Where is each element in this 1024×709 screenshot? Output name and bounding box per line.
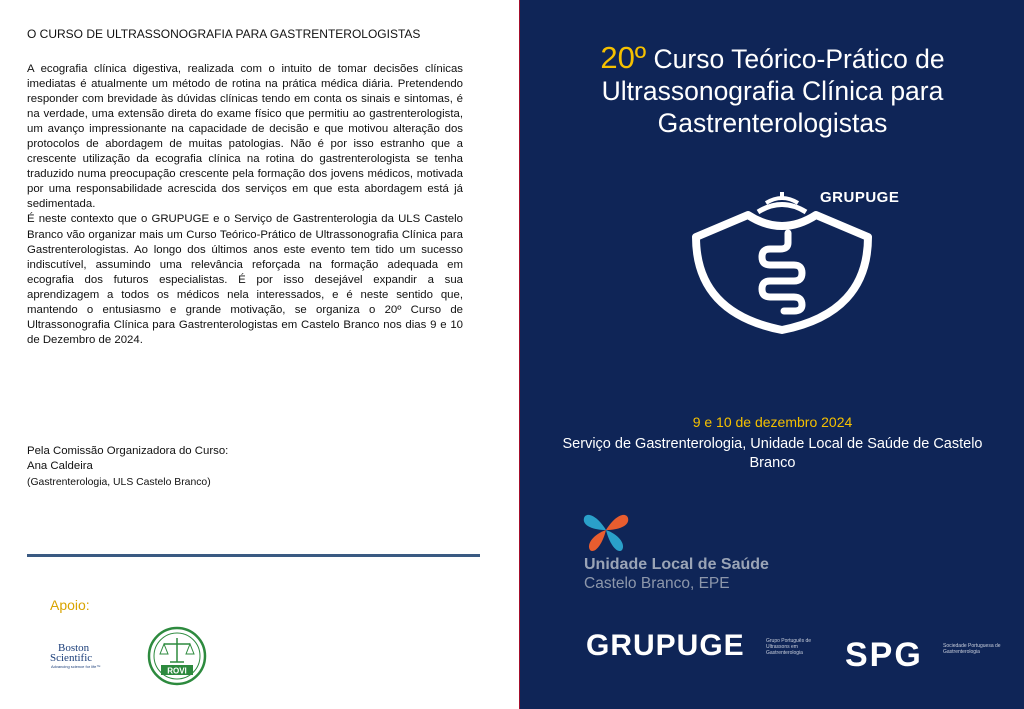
rovi-logo xyxy=(147,626,207,686)
spg-logo xyxy=(845,635,933,671)
grupuge-wordmark: GRUPUGE xyxy=(586,629,745,662)
boston-logo-tagline: Advancing science for life™ xyxy=(51,664,101,669)
uls-name: Unidade Local de Saúde xyxy=(584,556,769,573)
uls-subtitle: Castelo Branco, EPE xyxy=(584,575,730,592)
course-date: 9 e 10 de dezembro 2024 xyxy=(692,414,853,430)
course-heading: O CURSO DE ULTRASSONOGRAFIA PARA GASTRENTEROLOGISTAS xyxy=(27,27,421,41)
title-line-3: Gastrenterologistas xyxy=(657,108,888,138)
support-label: Apoio: xyxy=(50,597,90,613)
description-paragraph-2: É neste contexto que o GRUPUGE e o Serviço de Gastrenterologia da ULS Castelo Branco vão organizar mais um Curso Teórico-Prático de Ultrassonografia Clínica para Gastrenterologistas. Ao longo dos últimos anos este evento tem tido um sucesso indiscutível, assumindo uma relevância reforçada na formação adequada em ecografia dos futuros especialistas. É por isso desejável expandir a sua aprendizagem a todos os médicos nela interessados, e é neste sentido que, mantendo o entusiasmo e grande motivação, se organiza o 20º Curso de Ultrassonografia Clínica para Gastrenterologistas em Castelo Branco nos dias 9 e 10 de Dezembro de 2024. xyxy=(27,213,463,346)
spg-logo-text: SPG xyxy=(845,636,923,671)
boston-logo-line2: Scientific xyxy=(50,652,93,664)
course-title xyxy=(520,42,1024,139)
signature-affiliation: (Gastrenterologia, ULS Castelo Branco) xyxy=(27,476,211,488)
rovi-logo-text: ROVI xyxy=(167,666,187,676)
course-description xyxy=(27,62,463,348)
title-number: 20º xyxy=(600,40,647,75)
signature-intro: Pela Comissão Organizadora do Curso: xyxy=(27,445,229,457)
course-venue: Serviço de Gastrenterologia, Unidade Local de Saúde de Castelo Branco xyxy=(562,436,983,471)
boston-logo-line1: Boston xyxy=(58,642,90,654)
grupuge-wordmark-subtitle: Grupo Português de Ultrassons em Gastrenterologia xyxy=(766,638,812,656)
divider-rule xyxy=(27,554,480,557)
description-paragraph-1: A ecografia clínica digestiva, realizada com o intuito de tomar decisões clínicas imediatas é atualmente um método de rotina na prática médica diária. Pretendendo responder com brevidade às dúvidas clínicas tendo em conta os sinais e sintomas, é na verdade, uma extensão direta do exame físico que permitiu ao gastrenterologista, um avanço impressionante na capacidade de decisão e que motivou alteração dos protocolos de abordagem de muitas patologias. Não é por isso estranho que a crescente utilização da ecografia clínica na rotina do gastrenterologista se tenha traduzido numa preocupação crescente pela formação dos jovens médicos, motivada por uma responsabilidade acrescida dos serviços em que esta abordagem está já sedimentada. xyxy=(27,63,463,211)
title-line-2: Ultrassonografia Clínica para xyxy=(601,76,944,106)
signature-name: Ana Caldeira xyxy=(27,460,93,473)
signature-block xyxy=(27,444,228,490)
spg-subtitle: Sociedade Portuguesa de Gastrenterologia xyxy=(943,643,1001,655)
grupuge-intestine-icon xyxy=(688,185,876,335)
boston-scientific-logo xyxy=(50,640,122,670)
right-page-cover xyxy=(519,0,1024,709)
title-line-1: Curso Teórico-Prático de xyxy=(653,44,945,74)
grupuge-label: GRUPUGE xyxy=(820,189,900,206)
uls-butterfly-icon xyxy=(582,508,630,554)
